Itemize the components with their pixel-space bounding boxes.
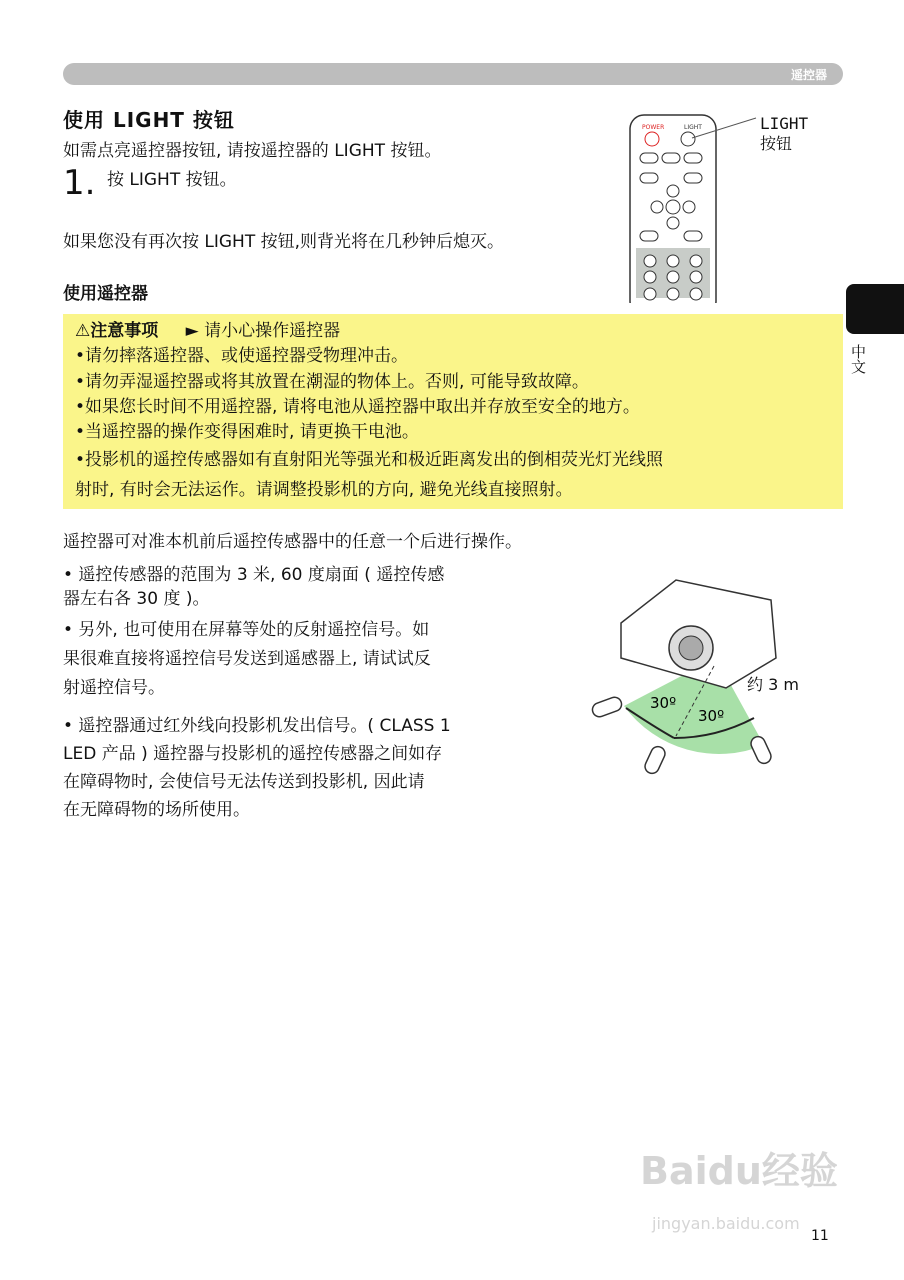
watermark-logo: Baidu经验 — [640, 1149, 838, 1193]
light-label: LIGHT — [684, 124, 702, 131]
remote-icon — [749, 734, 774, 765]
angle-left-label: 30º — [650, 694, 677, 712]
power-label: POWER — [642, 124, 665, 131]
caution-box — [63, 314, 843, 509]
step-text: 按 LIGHT 按钮。 — [107, 170, 237, 190]
bullet-range — [63, 563, 543, 611]
caution-item: •如果您长时间不用遥控器, 请将电池从遥控器中取出并存放至安全的地方。 — [75, 397, 640, 417]
bullet-line: 器左右各 30 度 )。 — [63, 589, 210, 609]
bullet-line: 在无障碍物的场所使用。 — [63, 800, 250, 820]
power-button-icon — [645, 132, 659, 146]
header-bar — [63, 63, 843, 85]
caution-arrow-icon: ► — [185, 321, 199, 341]
bullet-reflection — [63, 616, 543, 703]
bullet-line: • 遥控传感器的范围为 3 米, 60 度扇面 ( 遥控传感 — [63, 565, 445, 585]
language-tab — [846, 284, 904, 334]
bullet-line: 果很难直接将遥控信号发送到遥感器上, 请试试反 — [63, 649, 431, 669]
remote-icon — [643, 744, 668, 775]
language-label: 中文 — [849, 344, 867, 374]
watermark-url: jingyan.baidu.com — [652, 1214, 800, 1233]
caution-item: •当遥控器的操作变得困难时, 请更换干电池。 — [75, 422, 419, 442]
light-intro: 如需点亮遥控器按钮, 请按遥控器的 LIGHT 按钮。 — [63, 141, 442, 161]
caution-title: ⚠注意事项 — [75, 321, 159, 341]
bullet-infrared — [63, 712, 543, 824]
bullet-line: • 遥控器通过红外线向投影机发出信号。( CLASS 1 — [63, 716, 451, 736]
angle-right-label: 30º — [698, 707, 725, 725]
step-number: 1. — [63, 163, 96, 203]
light-section-title: 使用 LIGHT 按钮 — [63, 108, 235, 132]
light-callout-line2: 按钮 — [760, 134, 793, 153]
caution-item: •请勿摔落遥控器、或使遥控器受物理冲击。 — [75, 346, 409, 366]
bullet-line: 在障碍物时, 会使信号无法传送到投影机, 因此请 — [63, 772, 425, 792]
caution-item: •投影机的遥控传感器如有直射阳光等强光和极近距离发出的倒相荧光灯光线照 — [75, 450, 664, 470]
light-callout-line1: LIGHT — [760, 114, 809, 133]
caution-title-text: 请小心操作遥控器 — [204, 321, 341, 341]
caution-item: •请勿弄湿遥控器或将其放置在潮湿的物体上。否则, 可能导致故障。 — [75, 372, 589, 392]
caution-header — [75, 319, 340, 343]
bullet-line: LED 产品 ) 遥控器与投影机的遥控传感器之间如存 — [63, 744, 443, 764]
light-note: 如果您没有再次按 LIGHT 按钮,则背光将在几秒钟后熄灭。 — [63, 232, 505, 252]
page-number: 11 — [811, 1228, 829, 1244]
caution-item: 射时, 有时会无法运作。请调整投影机的方向, 避免光线直接照射。 — [75, 480, 573, 500]
remote-icon — [591, 695, 624, 718]
section-label: 遥控器 — [790, 68, 827, 82]
callout-line — [690, 112, 760, 142]
bullet-line: • 另外, 也可使用在屏幕等处的反射遥控信号。如 — [63, 620, 430, 640]
light-callout — [760, 114, 808, 154]
remote-lead: 遥控器可对准本机前后遥控传感器中的任意一个后进行操作。 — [63, 532, 522, 552]
use-remote-title: 使用遥控器 — [63, 284, 148, 304]
bullet-line: 射遥控信号。 — [63, 678, 165, 698]
distance-label: 约 3 m — [747, 675, 799, 694]
